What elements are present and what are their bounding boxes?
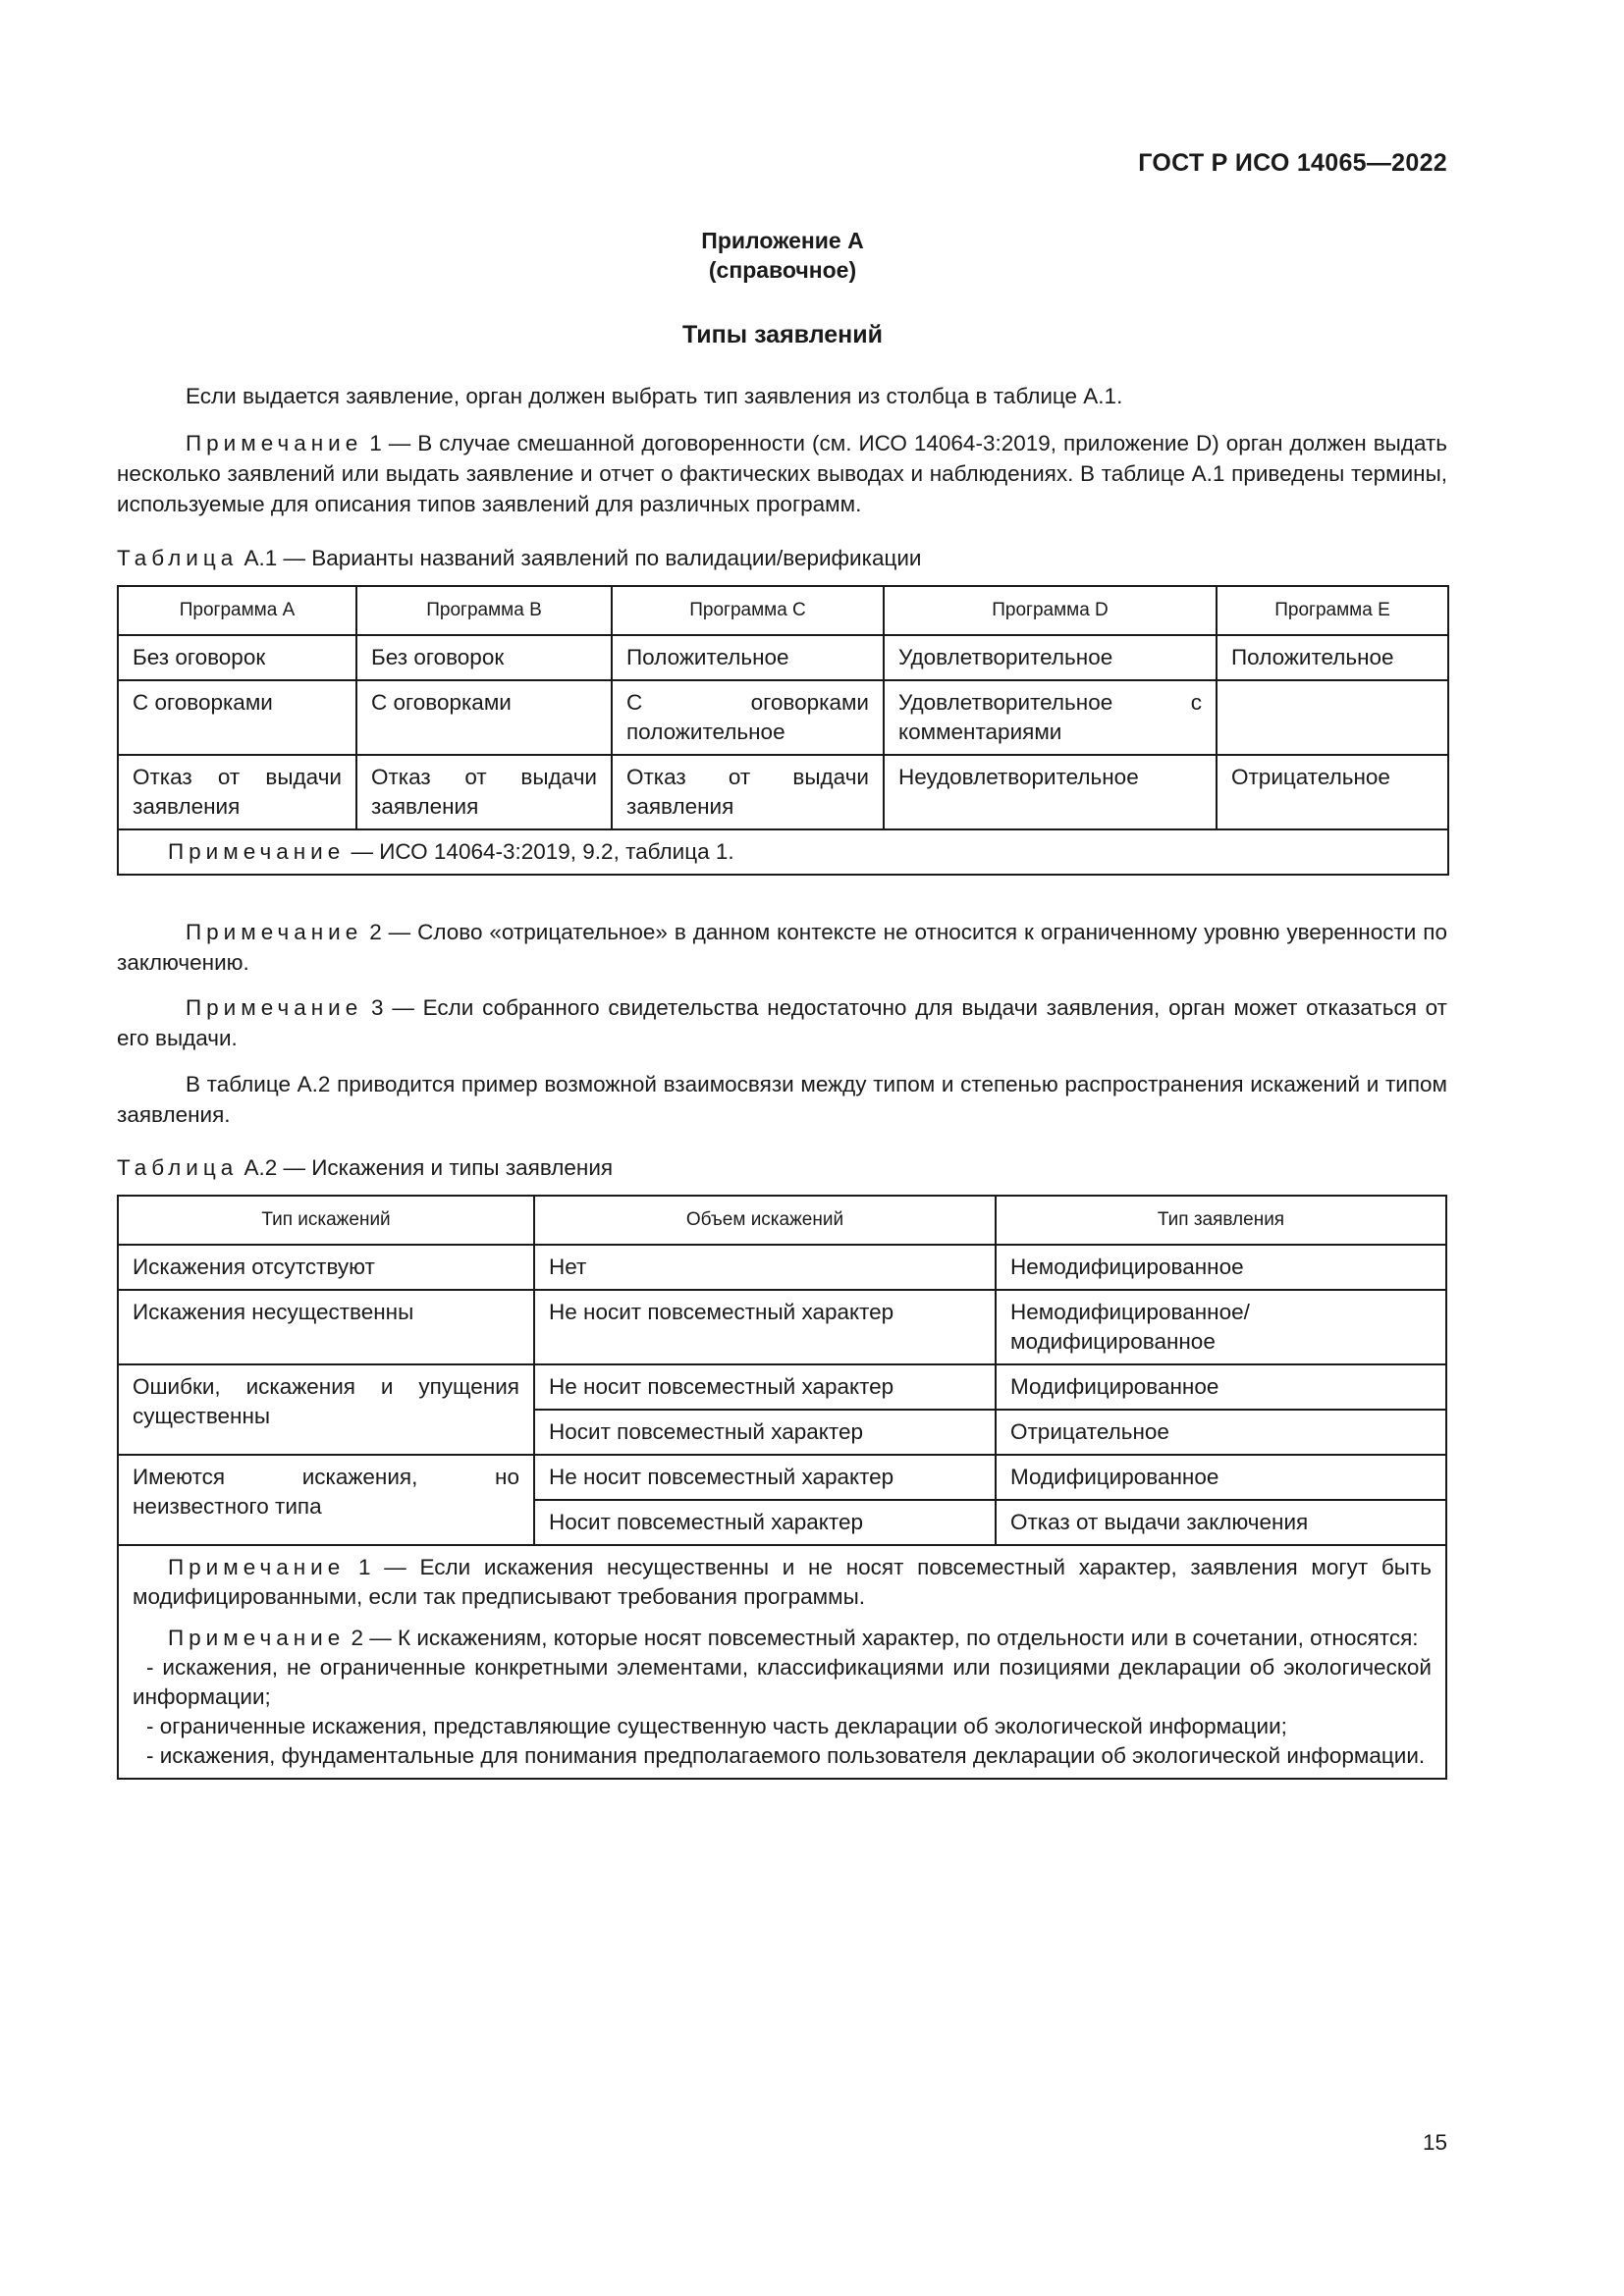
table-cell: С оговорками положительное: [612, 680, 884, 755]
table-row: [118, 680, 1448, 755]
table-cell: Положительное: [1217, 635, 1448, 680]
note-label: Примечание: [186, 431, 363, 455]
table-cell: Отказ от выдачи заявления: [356, 755, 612, 829]
table-header-row: [118, 1196, 1446, 1245]
note-text: 2 — К искажениям, которые носят повсеместный характер, по отдельности или в сочетании, относятся:: [345, 1626, 1419, 1650]
table-cell: Удовлетворительное: [884, 635, 1217, 680]
table-row: [118, 1290, 1446, 1364]
table-note: [133, 837, 1434, 867]
note-label: Примечание: [168, 1626, 346, 1650]
column-header: Объем искажений: [534, 1196, 996, 1245]
note-label: Примечание: [168, 839, 346, 864]
caption-text: А.2 — Искажения и типы заявления: [238, 1155, 614, 1180]
caption-text: А.1 — Варианты названий заявлений по валидации/верификации: [238, 546, 922, 570]
note-1-paragraph: [117, 428, 1447, 519]
paragraph-text: В таблице А.2 приводится пример возможной взаимосвязи между типом и степенью распространения искажений и типом заявления.: [117, 1072, 1447, 1127]
table-cell: Без оговорок: [118, 635, 356, 680]
column-header: Тип искажений: [118, 1196, 534, 1245]
note-3-paragraph: [117, 992, 1447, 1053]
table-cell: Не носит повсеместный характер: [534, 1455, 996, 1500]
intro-text: Если выдается заявление, орган должен выбрать тип заявления из столбца в таблице А.1.: [186, 384, 1123, 408]
table-note-1: [133, 1553, 1432, 1612]
table-cell: Ошибки, искажения и упущения существенны: [118, 1364, 534, 1455]
table-cell: Положительное: [612, 635, 884, 680]
table-row: [118, 1455, 1446, 1500]
column-header: Программа С: [612, 586, 884, 635]
note-text: 1 — В случае смешанной договоренности (см. ИСО 14064-3:2019, приложение D) орган должен выдать несколько заявлений или выдать заявление и отчет о фактических выводах и наблюдениях. В таблице А.1 приведены термины, используемые для описания типов заявлений для различных программ.: [117, 431, 1447, 516]
section-title: Типы заявлений: [681, 321, 883, 348]
intro-paragraph: [117, 381, 1447, 411]
table-cell: Неудовлетворительное: [884, 755, 1217, 829]
table-row: [118, 635, 1448, 680]
table-cell: Искажения несущественны: [118, 1290, 534, 1364]
table-cell: Искажения отсутствуют: [118, 1245, 534, 1290]
table-cell: Модифицированное: [996, 1364, 1446, 1410]
table-cell: Без оговорок: [356, 635, 612, 680]
column-header: Программа А: [118, 586, 356, 635]
list-item: - искажения, фундаментальные для понимания предполагаемого пользователя декларации об экологической информации.: [146, 1743, 1426, 1768]
note-label: Примечание: [186, 920, 363, 944]
note-2-paragraph: [117, 917, 1447, 978]
table-a2: [117, 1195, 1447, 1780]
table-cell: Не носит повсеместный характер: [534, 1364, 996, 1410]
column-header: Программа D: [884, 586, 1217, 635]
column-header: Тип заявления: [996, 1196, 1446, 1245]
table-note-cell: [118, 1545, 1446, 1779]
table-note-2: [133, 1624, 1432, 1653]
note-text: 3 — Если собранного свидетельства недостаточно для выдачи заявления, орган может отказаться от его выдачи.: [117, 995, 1447, 1050]
list-item: - искажения, не ограниченные конкретными элементами, классификациями или позициями декларации об экологической информации;: [133, 1655, 1432, 1709]
table-cell: Отрицательное: [996, 1410, 1446, 1455]
note-text: 1 — Если искажения несущественны и не носят повсеместный характер, заявления могут быть модифицированными, если так предписывают требования программы.: [133, 1555, 1432, 1609]
table-header-row: [118, 586, 1448, 635]
table-cell: Нет: [534, 1245, 996, 1290]
table-cell: Имеются искажения, но неизвестного типа: [118, 1455, 534, 1545]
table-cell: С оговорками: [118, 680, 356, 755]
table-note-cell: [118, 829, 1448, 875]
column-header: Программа Е: [1217, 586, 1448, 635]
column-header: Программа В: [356, 586, 612, 635]
table-cell: Удовлетворительное с комментариями: [884, 680, 1217, 755]
caption-label: Таблица: [117, 1155, 239, 1180]
note-text: — ИСО 14064-3:2019, 9.2, таблица 1.: [345, 839, 734, 864]
table-cell: Немодифицированное: [996, 1245, 1446, 1290]
table-cell: Отрицательное: [1217, 755, 1448, 829]
table-row: [118, 755, 1448, 829]
list-item: - ограниченные искажения, представляющие существенную часть декларации об экологической информации;: [146, 1714, 1287, 1738]
note-text: 2 — Слово «отрицательное» в данном контексте не относится к ограниченному уровню уверенности по заключению.: [117, 920, 1447, 975]
standard-id: ГОСТ Р ИСО 14065—2022: [1138, 149, 1447, 177]
table-cell: Отказ от выдачи заявления: [118, 755, 356, 829]
table-row: [118, 1364, 1446, 1410]
table-cell: [1217, 680, 1448, 755]
table-a2-caption: [117, 1152, 613, 1183]
table-cell: Носит повсеместный характер: [534, 1410, 996, 1455]
table-a1: [117, 585, 1449, 876]
table-row: [118, 1245, 1446, 1290]
page-number: 15: [1422, 2130, 1447, 2155]
table-cell: Модифицированное: [996, 1455, 1446, 1500]
table-cell: Не носит повсеместный характер: [534, 1290, 996, 1364]
table-cell: С оговорками: [356, 680, 612, 755]
table-cell: Немодифицированное/модифицированное: [996, 1290, 1446, 1364]
note-label: Примечание: [168, 1555, 346, 1579]
table-cell: Отказ от выдачи заявления: [612, 755, 884, 829]
annex-title: Приложение А: [701, 228, 864, 253]
annex-status: (справочное): [708, 257, 857, 283]
note-label: Примечание: [186, 995, 363, 1020]
table-note-row: [118, 829, 1448, 875]
table-cell: Отказ от выдачи заключения: [996, 1500, 1446, 1545]
caption-label: Таблица: [117, 546, 239, 570]
table-a1-caption: [117, 543, 922, 573]
table-a2-intro: [117, 1069, 1447, 1130]
table-note-row: [118, 1545, 1446, 1779]
table-cell: Носит повсеместный характер: [534, 1500, 996, 1545]
